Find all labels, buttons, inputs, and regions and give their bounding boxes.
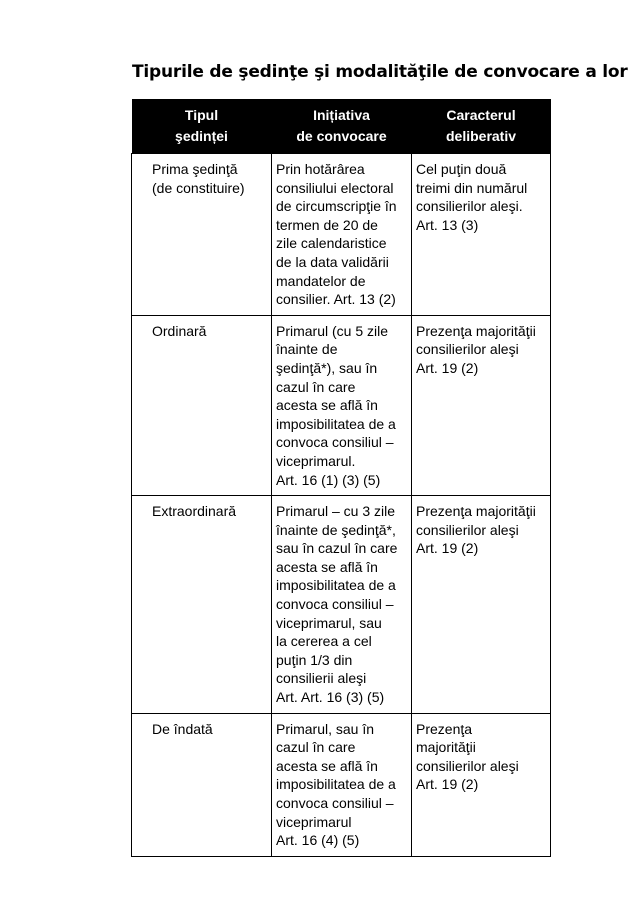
table-row (132, 713, 551, 856)
table-header-row (132, 99, 551, 154)
table-row (132, 496, 551, 714)
deliberative-cell: Prezenţa majorităţii consilierilor aleşi Art. 19 (2) (412, 315, 551, 495)
deliberative-cell: Prezenţa majorităţii consilierilor aleşi Art. 19 (2) (412, 713, 551, 856)
deliberative-cell: Cel puţin două treimi din numărul consilierilor aleşi. Art. 13 (3) (412, 154, 551, 316)
session-type-cell: Prima şedinţă (de constituire) (132, 154, 272, 316)
header-deliberative-character: Caracterul deliberativ (412, 99, 551, 154)
initiative-cell: Primarul, sau în cazul în care acesta se află în imposibilitatea de a convoca consiliul – viceprimarul Art. 16 (4) (5) (272, 713, 412, 856)
initiative-cell: Primarul (cu 5 zile înainte de şedinţă*), sau în cazul în care acesta se află în imposibilitatea de a convoca consiliul – viceprimarul. Art. 16 (1) (3) (5) (272, 315, 412, 495)
session-types-table (131, 99, 551, 857)
session-type-cell: Ordinară (132, 315, 272, 495)
initiative-cell: Primarul – cu 3 zile înainte de şedinţă*, sau în cazul în care acesta se află în imposibilitatea de a convoca consiliul – viceprimarul, sau la cererea a cel puţin 1/3 din consilierii aleşi Art. Art. 16 (3) (5) (272, 496, 412, 714)
deliberative-cell: Prezenţa majorităţii consilierilor aleşi Art. 19 (2) (412, 496, 551, 714)
document-title: Tipurile de şedinţe şi modalităţile de convocare a lor (132, 62, 628, 82)
header-session-type: Tipul şedinței (132, 99, 272, 154)
initiative-cell: Prin hotărârea consiliului electoral de circumscripţie în termen de 20 de zile calendaristice de la data validării mandatelor de consilier. Art. 13 (2) (272, 154, 412, 316)
table-row (132, 154, 551, 316)
table-row (132, 315, 551, 495)
header-convening-initiative: Inițiativa de convocare (272, 99, 412, 154)
session-type-cell: Extraordinară (132, 496, 272, 714)
session-type-cell: De îndată (132, 713, 272, 856)
